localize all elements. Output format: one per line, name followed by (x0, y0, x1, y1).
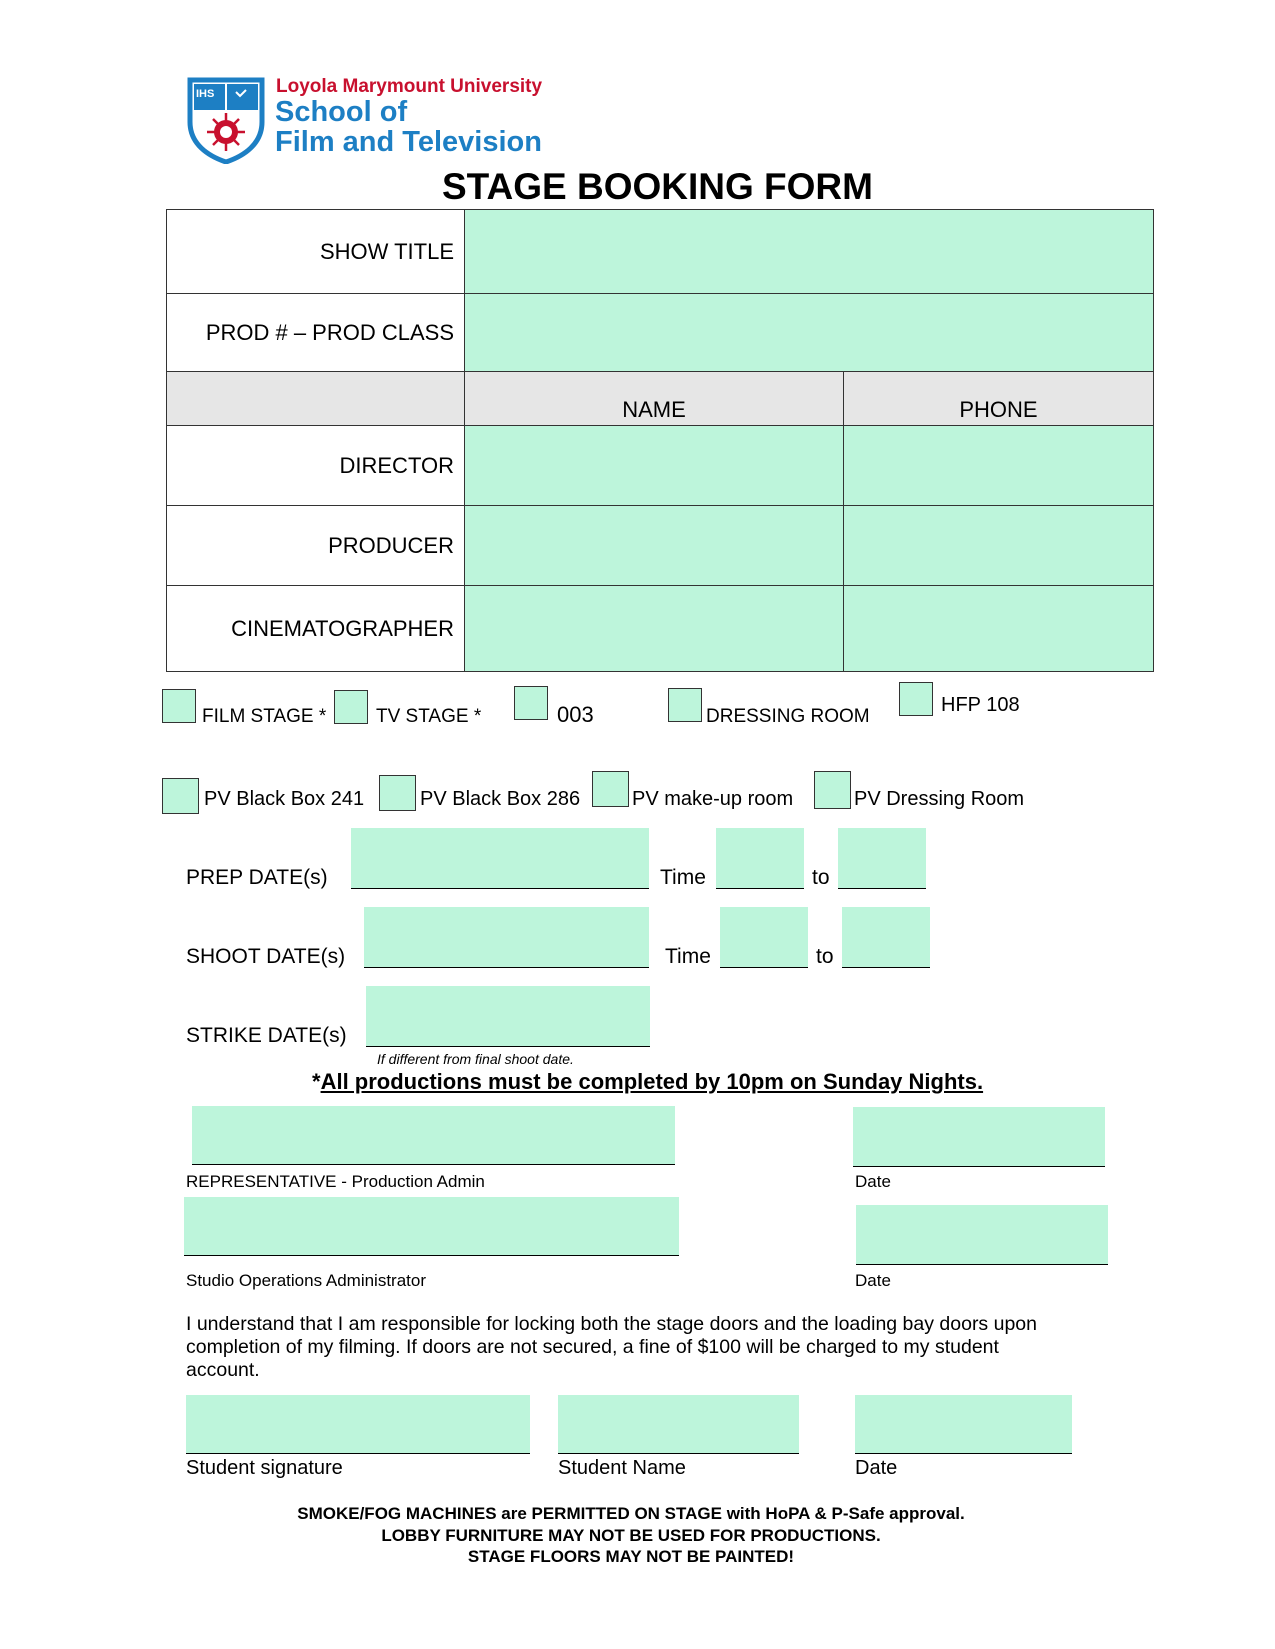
shoot-dates-field[interactable] (364, 907, 649, 968)
pv-black-box-241-label: PV Black Box 241 (204, 788, 365, 810)
phone-column-header: PHONE (844, 372, 1154, 426)
footer-line-3: STAGE FLOORS MAY NOT BE PAINTED! (467, 1547, 795, 1566)
prep-time-end-field[interactable] (838, 828, 926, 889)
name-column-header: NAME (465, 372, 844, 426)
director-name-field[interactable] (465, 426, 844, 506)
representative-signature-field[interactable] (192, 1106, 675, 1165)
student-date-label: Date (855, 1457, 898, 1479)
pv-black-box-286-label: PV Black Box 286 (420, 788, 581, 810)
producer-phone-field[interactable] (844, 506, 1154, 586)
notice-asterisk: * (312, 1069, 321, 1094)
film-stage-label: FILM STAGE * (202, 706, 327, 727)
pv-makeup-room-checkbox[interactable] (592, 771, 629, 807)
footer-line-1: SMOKE/FOG MACHINES are PERMITTED ON STAGE with HoPA & P-Safe approval. (297, 1504, 965, 1523)
studio-ops-signature-field[interactable] (184, 1197, 679, 1256)
prod-class-field[interactable] (465, 294, 1154, 372)
footer-line-2: LOBBY FURNITURE MAY NOT BE USED FOR PRODUCTIONS. (381, 1525, 881, 1545)
footer-notes (0, 1503, 1262, 1568)
cinematographer-phone-field[interactable] (844, 586, 1154, 672)
pv-dressing-room-label: PV Dressing Room (854, 788, 1025, 810)
shoot-time-end-field[interactable] (842, 907, 930, 968)
prep-dates-label: PREP DATE(s) (186, 866, 328, 889)
shoot-time-label: Time (665, 945, 711, 968)
lmu-logo (186, 76, 266, 164)
pv-makeup-room-label: PV make-up room (632, 788, 794, 810)
tv-stage-checkbox[interactable] (334, 690, 368, 724)
contact-table (166, 209, 1154, 672)
producer-label: PRODUCER (167, 506, 465, 586)
sunday-notice (312, 1069, 983, 1095)
pv-dressing-room-checkbox[interactable] (814, 771, 851, 809)
hfp-108-checkbox[interactable] (899, 682, 933, 716)
student-name-label: Student Name (558, 1457, 686, 1479)
school-line2: Film and Television (275, 126, 542, 158)
prep-time-start-field[interactable] (716, 828, 804, 889)
studio-ops-label: Studio Operations Administrator (186, 1271, 427, 1290)
university-name: Loyola Marymount University (276, 76, 543, 97)
logo-emblem-text: IHS (196, 88, 215, 100)
dressing-room-checkbox[interactable] (668, 688, 702, 722)
cinematographer-label: CINEMATOGRAPHER (167, 586, 465, 672)
agreement-text: I understand that I am responsible for locking both the stage doors and the loading bay doors upon completion of my filming. If doors are not secured, a fine of $100 will be charged to my student account. (186, 1313, 1037, 1381)
show-title-label: SHOW TITLE (167, 210, 465, 294)
notice-text: All productions must be completed by 10pm on Sunday Nights. (320, 1069, 984, 1094)
student-name-field[interactable] (558, 1395, 799, 1454)
producer-name-field[interactable] (465, 506, 844, 586)
director-phone-field[interactable] (844, 426, 1154, 506)
hfp-108-label: HFP 108 (941, 694, 1020, 716)
strike-note: If different from final shoot date. (377, 1051, 574, 1067)
studio-ops-date-label: Date (855, 1271, 891, 1290)
room-003-label: 003 (557, 702, 594, 727)
strike-dates-label: STRIKE DATE(s) (186, 1024, 347, 1047)
strike-dates-field[interactable] (366, 986, 650, 1047)
representative-date-label: Date (855, 1172, 891, 1191)
cinematographer-name-field[interactable] (465, 586, 844, 672)
prep-to-label: to (812, 866, 830, 889)
show-title-field[interactable] (465, 210, 1154, 294)
student-signature-label: Student signature (186, 1457, 343, 1479)
dressing-room-label: DRESSING ROOM (706, 706, 870, 727)
representative-role: - Production Admin (336, 1172, 485, 1191)
pv-black-box-241-checkbox[interactable] (162, 778, 199, 814)
header-blank-cell (167, 372, 465, 426)
student-date-field[interactable] (855, 1395, 1072, 1454)
tv-stage-label: TV STAGE * (376, 706, 482, 727)
representative-title: REPRESENTATIVE (186, 1172, 337, 1191)
prep-time-label: Time (660, 866, 706, 889)
student-signature-field[interactable] (186, 1395, 530, 1454)
prod-class-label: PROD # – PROD CLASS (167, 294, 465, 372)
studio-ops-date-field[interactable] (856, 1205, 1108, 1265)
page-title: STAGE BOOKING FORM (442, 166, 873, 207)
room-003-checkbox[interactable] (514, 686, 548, 720)
film-stage-checkbox[interactable] (162, 689, 196, 723)
prep-dates-field[interactable] (351, 828, 649, 889)
representative-date-field[interactable] (853, 1107, 1105, 1167)
shoot-to-label: to (816, 945, 834, 968)
representative-label (186, 1172, 485, 1192)
pv-black-box-286-checkbox[interactable] (379, 775, 416, 811)
shoot-time-start-field[interactable] (720, 907, 808, 968)
director-label: DIRECTOR (167, 426, 465, 506)
school-line1: School of (275, 96, 408, 128)
shoot-dates-label: SHOOT DATE(s) (186, 945, 346, 968)
